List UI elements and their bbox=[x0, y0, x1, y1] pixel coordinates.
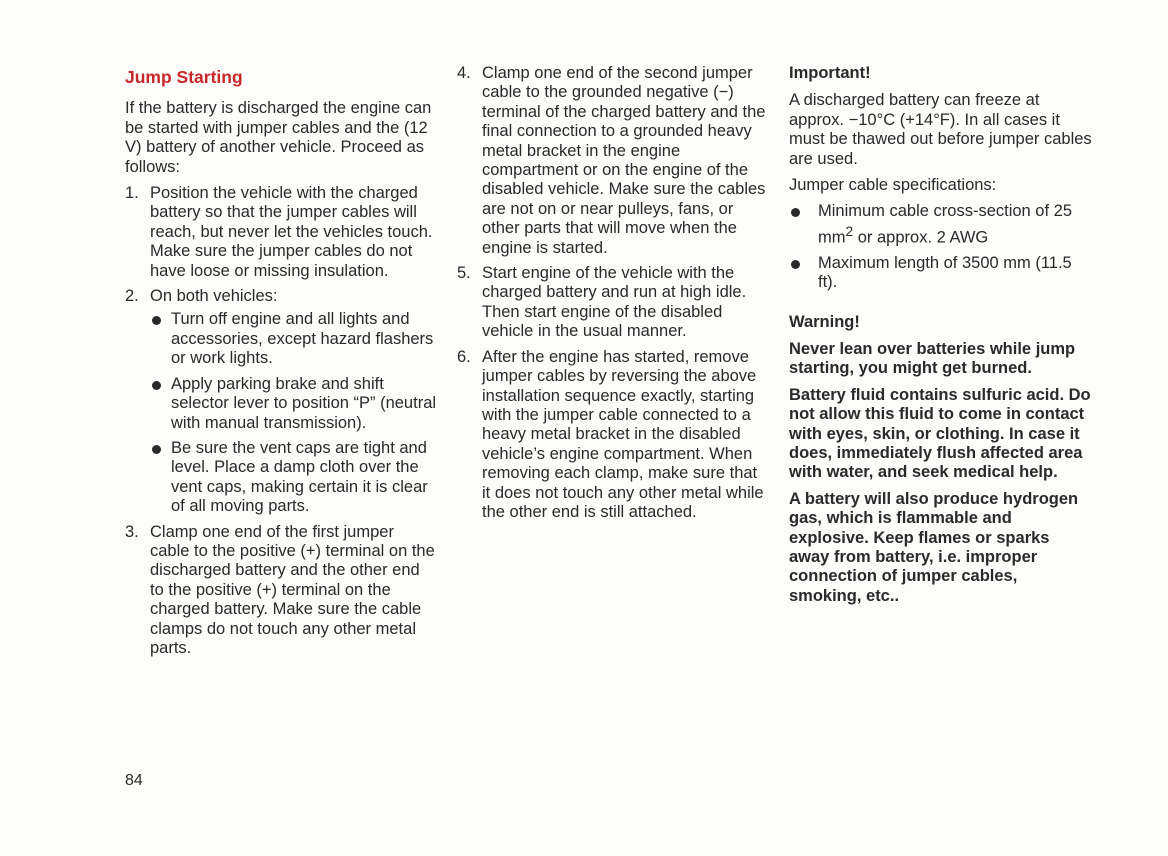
bullet-text: Be sure the vent caps are tight and level. Place a damp cloth over the vent caps, making certain it is clear of all moving parts. bbox=[171, 438, 428, 516]
bullet-text: Turn off engine and all lights and accessories, except hazard flashers or work lights. bbox=[171, 310, 434, 368]
important-label: Important! bbox=[789, 64, 871, 82]
step-number: 1. bbox=[125, 184, 139, 203]
step-number: 3. bbox=[125, 522, 139, 541]
intro-paragraph: If the battery is discharged the engine can be started with jumper cables and the (12 V) battery of another vehicle. Proceed as follows: bbox=[125, 99, 432, 176]
spec-item bbox=[789, 202, 1094, 247]
step-text: After the engine has started, remove jumper cables by reversing the above installation sequence exactly, starting with the jumper cable connected to a heavy metal bracket in the disabled vehicle’s engine compartment. When removing each clamp, make sure that it does not touch any other metal while the other end is still attached. bbox=[482, 347, 764, 521]
step-6 bbox=[457, 348, 767, 523]
step-number: 2. bbox=[125, 287, 139, 306]
bullet-text: Apply parking brake and shift selector lever to position “P” (neutral with manual transmission). bbox=[171, 374, 437, 432]
spec-text: Maximum length of 3500 mm (11.5 ft). bbox=[818, 253, 1072, 292]
step-5 bbox=[457, 264, 767, 342]
step-number: 5. bbox=[457, 264, 471, 283]
step-text: Clamp one end of the first jumper cable to the positive (+) terminal on the discharged battery and the other end to the positive (+) terminal on the charged battery. Make sure the cable clamps do not touch any other metal parts. bbox=[150, 522, 435, 657]
important-text: A discharged battery can freeze at approx. −10°C (+14°F). In all cases it must be thawed out before jumper cables are used. bbox=[789, 91, 1092, 168]
warning-label: Warning! bbox=[789, 312, 860, 331]
steps-list-part1 bbox=[125, 184, 437, 658]
step-text: Position the vehicle with the charged battery so that the jumper cables will reach, but never let the vehicles touch. Make sure the jumper cables do not have loose or missing insulation. bbox=[150, 184, 433, 280]
step-number: 4. bbox=[457, 64, 471, 82]
spec-item bbox=[789, 254, 1094, 293]
step-number: 6. bbox=[457, 347, 471, 366]
step-2 bbox=[125, 287, 437, 516]
bullet-icon bbox=[152, 381, 161, 390]
step-text: Start engine of the vehicle with the charged battery and run at high idle. Then start engine of the disabled vehicle in the usual manner. bbox=[482, 264, 747, 341]
bullet-item bbox=[150, 439, 437, 517]
step-4 bbox=[457, 64, 767, 258]
spec-text: Minimum cable cross-section of 25 mm bbox=[818, 202, 1073, 247]
step-text: Clamp one end of the second jumper cable to the grounded negative (−) terminal of the charged battery and the final connection to a grounded heavy metal bracket in the engine compartment or on the engine of the disabled vehicle. Make sure the cables are not on or near pulleys, fans, or other parts that will move when the engine is started. bbox=[482, 64, 766, 257]
bullet-icon bbox=[791, 260, 800, 269]
spec-text-cont: or approx. 2 AWG bbox=[853, 228, 989, 247]
page-number: 84 bbox=[125, 772, 143, 789]
step-3 bbox=[125, 523, 437, 659]
spec-intro: Jumper cable specifications: bbox=[789, 176, 997, 195]
column-right bbox=[789, 64, 1094, 613]
column-left bbox=[125, 64, 437, 664]
section-title: Jump Starting bbox=[125, 67, 243, 87]
warning-paragraph: Battery fluid contains sulfuric acid. Do not allow this fluid to come in contact with eyes, skin, or clothing. In case it does, immediately flush affected area with water, and seek medical help. bbox=[789, 385, 1091, 482]
step-1 bbox=[125, 184, 437, 281]
step-2-bullets bbox=[150, 310, 437, 516]
bullet-item bbox=[150, 310, 437, 368]
bullet-icon bbox=[152, 445, 161, 454]
bullet-icon bbox=[152, 316, 161, 325]
superscript: 2 bbox=[845, 223, 854, 239]
warning-paragraph: Never lean over batteries while jump starting, you might get burned. bbox=[789, 339, 1076, 378]
bullet-icon bbox=[791, 208, 800, 217]
steps-list-part2 bbox=[457, 64, 767, 522]
warning-paragraph: A battery will also produce hydrogen gas, which is flammable and explosive. Keep flames or sparks away from battery, i.e. improper connection of jumper cables, smoking, etc.. bbox=[789, 489, 1079, 605]
spec-list bbox=[789, 202, 1094, 292]
column-middle bbox=[457, 64, 767, 528]
bullet-item bbox=[150, 375, 437, 433]
step-text: On both vehicles: bbox=[150, 287, 278, 306]
